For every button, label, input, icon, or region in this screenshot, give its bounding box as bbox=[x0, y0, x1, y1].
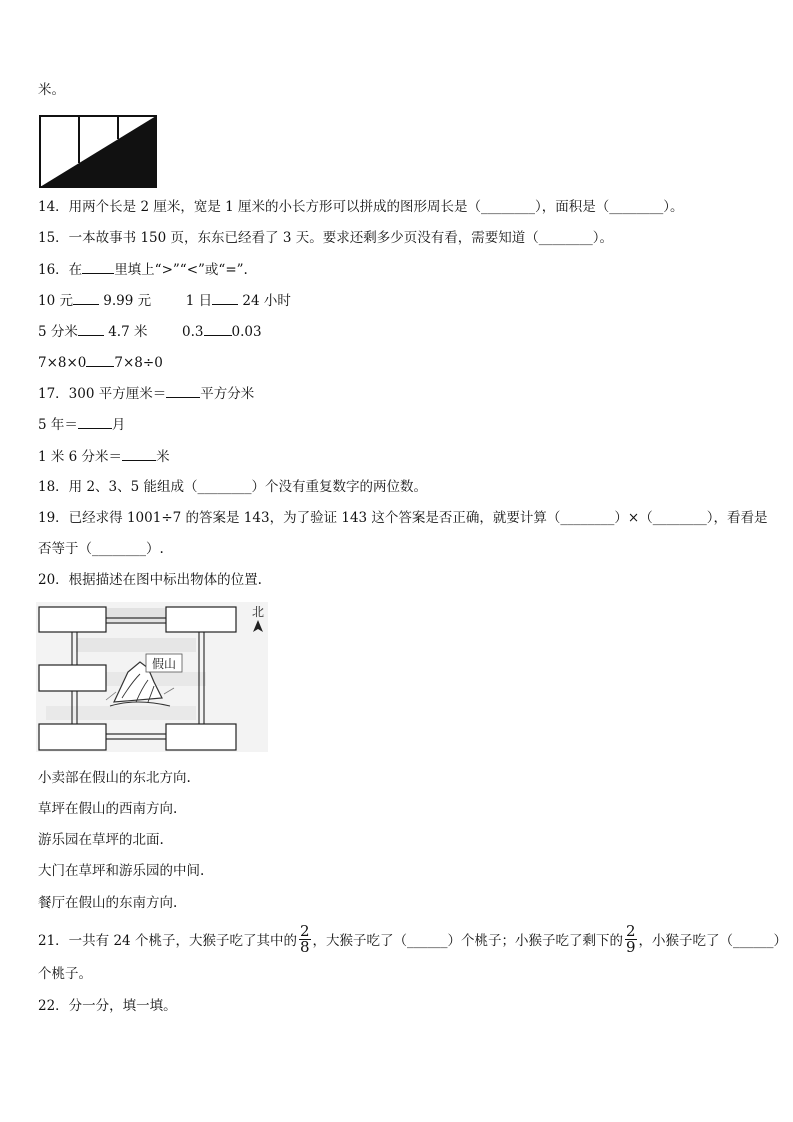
q17-row3 bbox=[38, 446, 170, 467]
q21-part3: ，小猴子吃了（______） bbox=[638, 933, 788, 949]
q17-r2-right: 月 bbox=[111, 417, 126, 433]
q15-text: 15．一本故事书 150 页，东东已经看了 3 天。要求还剩多少页没有看，需要知道（________）。 bbox=[38, 230, 613, 246]
q21-frac1-denominator: 8 bbox=[299, 938, 310, 956]
q18-text: 18．用 2、3、5 能组成（________）个没有重复数字的两位数。 bbox=[38, 479, 428, 495]
q16-row2 bbox=[38, 321, 262, 342]
q20-desc-1: 小卖部在假山的东北方向. bbox=[38, 770, 191, 786]
q17-r2-left: 5 年＝ bbox=[38, 417, 78, 433]
q13-figure bbox=[38, 114, 158, 190]
q21-line2: 个桃子。 bbox=[38, 966, 92, 982]
q16-row1 bbox=[38, 290, 291, 311]
map-box-bottom-left[interactable] bbox=[39, 724, 106, 750]
map-box-middle-left[interactable] bbox=[39, 665, 106, 691]
map-box-top-left[interactable] bbox=[39, 607, 106, 632]
map-box-top-right[interactable] bbox=[166, 607, 236, 632]
q16-r2b-left: 0.3 bbox=[182, 324, 204, 340]
q17-row1 bbox=[38, 383, 254, 404]
q20-desc-3: 游乐园在草坪的北面. bbox=[38, 832, 164, 848]
q19-line2: 否等于（________）. bbox=[38, 541, 164, 557]
q19-line1: 19．已经求得 1001÷7 的答案是 143，为了验证 143 这个答案是否正确，就要计算（________）×（________），看看是 bbox=[38, 510, 768, 526]
q16-r1a-blank[interactable] bbox=[73, 290, 99, 305]
q21-fraction-2 bbox=[625, 924, 637, 955]
north-label: 北 bbox=[251, 605, 265, 619]
q17-r3-right: 米 bbox=[156, 449, 170, 465]
q16-r1a-right: 9.99 元 bbox=[103, 293, 152, 309]
q16-title bbox=[38, 259, 248, 280]
q20-desc-2: 草坪在假山的西南方向. bbox=[38, 801, 178, 817]
q20-desc-4: 大门在草坪和游乐园的中间. bbox=[38, 863, 205, 879]
q16-r2a-right: 4.7 米 bbox=[108, 324, 148, 340]
map-faint-text-4 bbox=[46, 706, 196, 720]
q17-r1-blank[interactable] bbox=[166, 383, 200, 398]
q16-title-a: 16．在 bbox=[38, 262, 83, 278]
q16-r1b-blank[interactable] bbox=[212, 290, 238, 305]
mountain-label: 假山 bbox=[151, 657, 177, 671]
map-box-bottom-right[interactable] bbox=[166, 724, 236, 750]
q20-desc-5: 餐厅在假山的东南方向. bbox=[38, 895, 178, 911]
q17-r1-left: 17．300 平方厘米＝ bbox=[38, 386, 167, 402]
q17-r1-right: 平方分米 bbox=[200, 386, 255, 402]
q17-row2 bbox=[38, 414, 125, 435]
q16-r2b-right: 0.03 bbox=[231, 324, 262, 340]
q16-r3-left: 7×8×0 bbox=[38, 355, 87, 371]
q16-row3 bbox=[38, 352, 163, 373]
q14-text: 14．用两个长是 2 厘米，宽是 1 厘米的小长方形可以拼成的图形周长是（________），面积是（________）。 bbox=[38, 199, 684, 215]
q21-line1 bbox=[38, 922, 788, 957]
map-faint-text-2 bbox=[76, 638, 196, 652]
q21-part2: ，大猴子吃了（______）个桃子；小猴子吃了剩下的 bbox=[312, 933, 623, 949]
q17-r2-blank[interactable] bbox=[78, 414, 112, 429]
q16-r1b-right: 24 小时 bbox=[242, 293, 291, 309]
q21-frac2-numerator: 2 bbox=[626, 922, 636, 940]
q16-r1a-left: 10 元 bbox=[38, 293, 73, 309]
q16-r2a-left: 5 分米 bbox=[38, 324, 78, 340]
q21-fraction-1 bbox=[299, 924, 311, 955]
q16-r3-blank[interactable] bbox=[86, 352, 114, 367]
q16-title-blank[interactable] bbox=[82, 259, 114, 274]
q20-title: 20．根据描述在图中标出物体的位置. bbox=[38, 572, 262, 588]
q17-r3-blank[interactable] bbox=[122, 446, 156, 461]
q16-r2b-blank[interactable] bbox=[204, 321, 232, 336]
q16-title-b: 里填上“>”“<”或“=”. bbox=[114, 262, 248, 278]
q16-r3-right: 7×8÷0 bbox=[114, 355, 163, 371]
q20-map bbox=[36, 602, 268, 752]
q16-r1b-left: 1 日 bbox=[185, 293, 213, 309]
q21-part1: 21．一共有 24 个桃子，大猴子吃了其中的 bbox=[38, 933, 297, 949]
q17-r3-left: 1 米 6 分米＝ bbox=[38, 449, 123, 465]
q21-frac1-numerator: 2 bbox=[299, 922, 310, 940]
q13-tail: 米。 bbox=[38, 82, 65, 98]
q16-r2a-blank[interactable] bbox=[78, 321, 104, 336]
q21-frac2-denominator: 9 bbox=[626, 938, 636, 956]
q22-text: 22．分一分，填一填。 bbox=[38, 998, 177, 1014]
